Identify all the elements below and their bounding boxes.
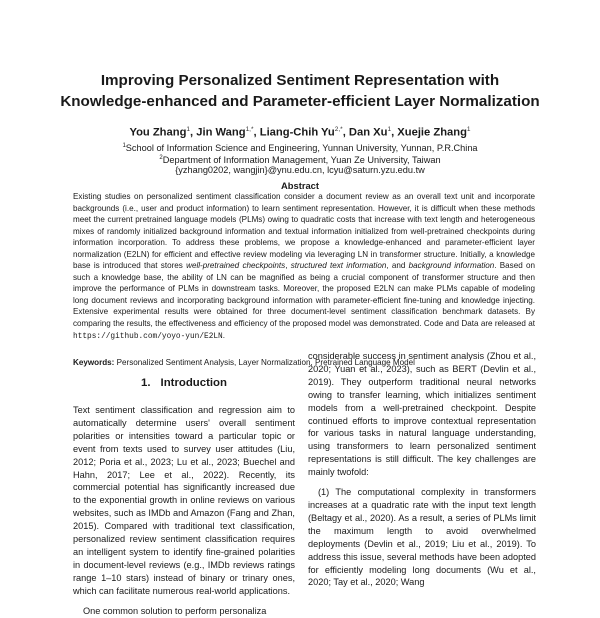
abstract-text: .: [222, 330, 225, 340]
author-name: Liang-Chih Yu: [259, 126, 335, 139]
left-column: [73, 404, 295, 616]
author-name: Dan Xu: [348, 126, 388, 139]
author-name: You Zhang: [129, 126, 187, 139]
intro-paragraph: Text sentiment classification and regression aim to automatically determine users' overall sentiment polarities or intensities toward a particular topic or event from texts used to survey user attitudes (Liu, 2012; Poria et al., 2023; Lu et al., 2023; Buechel and Hahn, 2017; Lee et al., 2022). Recently, its commercial potential has significantly increased due to the exponential growth in online reviews on various websites, such as IMDb and Amazon (Fang and Zhan, 2015). Compared with traditional text classification, personalized review sentiment classification requires an intelligent system to identify fine-grained polarities in document-level reviews (e.g., IMDb reviews ratings range 1–10 stars) instead of binary or trinary ones, which can facilitate numerous real-world applications.: [73, 405, 295, 596]
abstract-text: Existing studies on personalized sentiment classification consider a document review as an overall text unit and incorporate backgrounds (i.e., user and product information) to learn sentiment representation. However, it is difficult when these methods meet the current pretrained language models (PLMs) owing to quadratic costs that increase with text length and heterogeneous mixes of randomly initialized background information and textual information initialized from well-pretrained checkpoints during information incorporation. To address these problems, we propose a knowledge-enhanced and parameter-efficient layer normalization (E2LN) for efficient and effective review modeling via leveraging LN in transformer structure. Initially, a knowledge base is introduced that stores: [73, 192, 535, 271]
author-emails: {yzhang0202, wangjin}@ynu.edu.cn, lcyu@saturn.yzu.edu.tw: [175, 165, 425, 175]
abstract-text: . Based on such a knowledge base, the ability of LN can be magnified as being a crucial component of transformer structure and then improve the performance of PLMs in downstream tasks. Moreover, the proposed E2LN can make PLMs capable of modeling long document reviews and incorporating background information with parameter-efficient fine-tuning and knowledge injecting. Extensive experimental results were obtained for three document-level sentiment classification benchmark datasets. By comparing the results, the effectiveness and efficiency of the proposed model was demonstrated. Code and Data are released at: [73, 261, 536, 329]
abstract-body: [73, 191, 535, 343]
affiliation-mark: 1: [122, 143, 126, 149]
title-line-1: Improving Personalized Sentiment Representation with: [100, 72, 500, 89]
abstract-text: ,: [285, 261, 291, 271]
abstract-italic: well-pretrained checkpoints: [186, 261, 286, 271]
author-mark: 1: [387, 126, 392, 133]
abstract-italic: structured text information: [290, 261, 387, 271]
abstract-italic: background information: [408, 261, 495, 271]
author-mark: 1,*: [245, 126, 254, 133]
section-number: 1.: [141, 377, 151, 389]
intro-paragraph: One common solution to perform personaliza: [83, 605, 267, 616]
code-link[interactable]: https://github.com/yoyo-yun/E2LN: [73, 332, 223, 341]
author-name: Jin Wang: [196, 126, 246, 139]
intro-paragraph: (1) The computational complexity in transformers increases at a quadratic rate with the input text length (Beltagy et al., 2020). As a result, a series of PLMs limit the maximum length to avoid overwhelmed deployments (Devlin et al., 2019; Liu et al., 2019). To address this issue, several methods have been adopted for efficiently modeling long documents (Wu et al., 2020; Tay et al., 2020; Wang: [308, 487, 536, 588]
section-heading-introduction: [73, 377, 295, 389]
section-title: Introduction: [160, 377, 227, 389]
paper-title: [40, 70, 560, 112]
affiliation-text: School of Information Science and Engineering, Yunnan University, Yunnan, P.R.China: [125, 143, 478, 154]
affiliation-text: Department of Information Management, Yuan Ze University, Taiwan: [162, 155, 441, 166]
keywords-label: Keywords:: [73, 358, 115, 367]
affiliation-mark: 2: [159, 155, 163, 161]
author-mark: 1: [466, 126, 471, 133]
author-name: Xuejie Zhang: [397, 126, 467, 139]
title-line-2: Knowledge-enhanced and Parameter-efficient Layer Normalization: [60, 93, 540, 110]
author-mark: 2,*: [334, 126, 343, 133]
abstract-text: , and: [386, 261, 409, 271]
right-column: [308, 350, 536, 600]
keywords-text: Personalized Sentiment Analysis, Layer Normalization, Pretrained Language Model: [114, 358, 415, 367]
intro-paragraph: considerable success in sentiment analysis (Zhou et al., 2020; Yuan et al., 2023), such as BERT (Devlin et al., 2019). They outperform traditional neural networks owing to transfer learning, which initializes sentiment models from a well-pretrained checkpoint. Despite continued efforts to improve contextual representation for various tasks in natural language understanding, using transformers to learn personalized sentiment representations is still difficult. The key challenges are mainly twofold:: [308, 351, 536, 478]
abstract-heading: Abstract: [280, 180, 320, 191]
author-list: You Zhang$^1$, Jin Wang$^{1,*}$, Liang-Chih $Yu^{2,*}$, Dan Xu$^1$, Xuejie Zhang$^1$: [129, 126, 471, 139]
author-mark: 1: [186, 126, 191, 133]
